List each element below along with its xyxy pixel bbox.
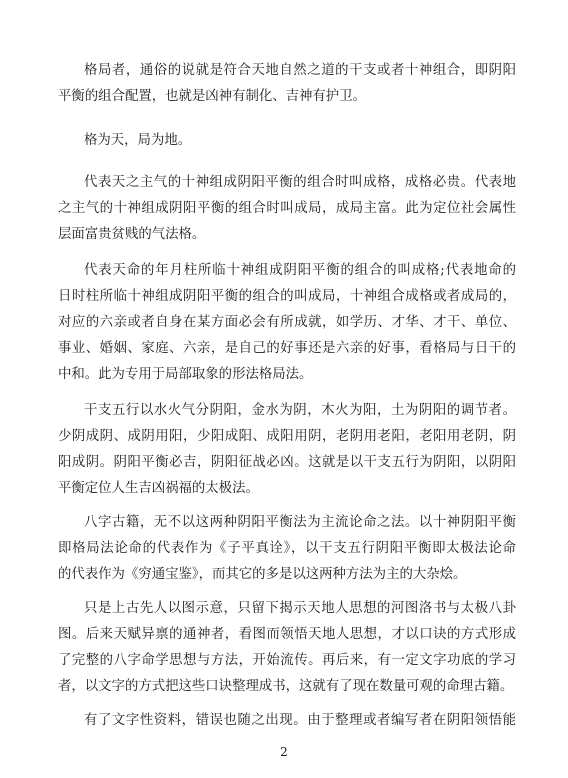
paragraph-line: 对应的六亲或者自身在某方面必会有所成就，如学历、才华、才干、单位、 (58, 315, 516, 330)
paragraph-line: 格为天，局为地。 (84, 133, 192, 148)
paragraph-line: 中和。此为专用于局部取象的形法格局法。 (58, 367, 313, 382)
paragraph-line: 平衡定位人生吉凶祸福的太极法。 (58, 481, 259, 496)
paragraph-2 (58, 128, 516, 154)
paragraph-line: 事业、婚姻、家庭、六亲，是自己的好事还是六亲的好事，看格局与日干的 (58, 341, 516, 356)
paragraph-line: 了完整的八字命学思想与方法，开始流传。再后来，有一定文字功底的学习 (58, 653, 516, 668)
paragraph-line: 平衡的组合配置，也就是凶神有制化、吉神有护卫。 (58, 89, 366, 104)
paragraph-line: 者，以文字的方式把这些口诀整理成书，这就有了现在数量可观的命理古籍。 (58, 679, 514, 694)
paragraph-5 (58, 398, 516, 502)
paragraph-line: 代表天命的年月柱所临十神组成阴阳平衡的组合的叫成格;代表地命的 (84, 263, 516, 278)
paragraph-line: 之主气的十神组成阴阳平衡的组合时叫成局，成局主富。此为定位社会属性 (58, 201, 516, 216)
paragraph-line: 层面富贵贫贱的气法格。 (58, 227, 206, 242)
paragraph-7 (58, 596, 516, 700)
paragraph-line: 有了文字性资料，错误也随之出现。由于整理或者编写者在阴阳领悟能 (84, 713, 516, 728)
paragraph-line: 日时柱所临十神组成阴阳平衡的组合的叫成局，十神组合成格或者成局的， (58, 289, 516, 304)
paragraph-1 (58, 58, 516, 110)
paragraph-8 (58, 708, 516, 734)
paragraph-line: 少阴成阴、成阴用阳，少阳成阳、成阳用阴，老阴用老阳，老阳用老阴，阴 (58, 429, 516, 444)
paragraph-6 (58, 510, 516, 588)
paragraph-line: 即格局法论命的代表作为《子平真诠》，以干支五行阴阳平衡即太极法论命 (58, 541, 516, 556)
page-number: 2 (280, 745, 288, 759)
paragraph-4 (58, 258, 516, 388)
paragraph-line: 八字古籍，无不以这两种阴阳平衡法为主流论命之法。以十神阴阳平衡 (84, 515, 516, 530)
paragraph-3 (58, 170, 516, 248)
paragraph-line: 只是上古先人以图示意，只留下揭示天地人思想的河图洛书与太极八卦 (84, 601, 516, 616)
paragraph-line: 代表天之主气的十神组成阴阳平衡的组合时叫成格，成格必贵。代表地 (84, 175, 516, 190)
paragraph-line: 格局者，通俗的说就是符合天地自然之道的干支或者十神组合，即阴阳 (84, 63, 516, 78)
paragraph-line: 图。后来天赋异禀的通神者，看图而领悟天地人思想，才以口诀的方式形成 (58, 627, 516, 642)
paragraph-line: 干支五行以水火气分阴阳，金水为阴，木火为阳，土为阴阳的调节者。 (84, 403, 516, 418)
paragraph-line: 阳成阴。阴阳平衡必吉，阴阳征战必凶。这就是以干支五行为阴阳，以阴阳 (58, 455, 516, 470)
paragraph-line: 的代表作为《穷通宝鉴》，而其它的多是以这两种方法为主的大杂烩。 (58, 567, 467, 582)
